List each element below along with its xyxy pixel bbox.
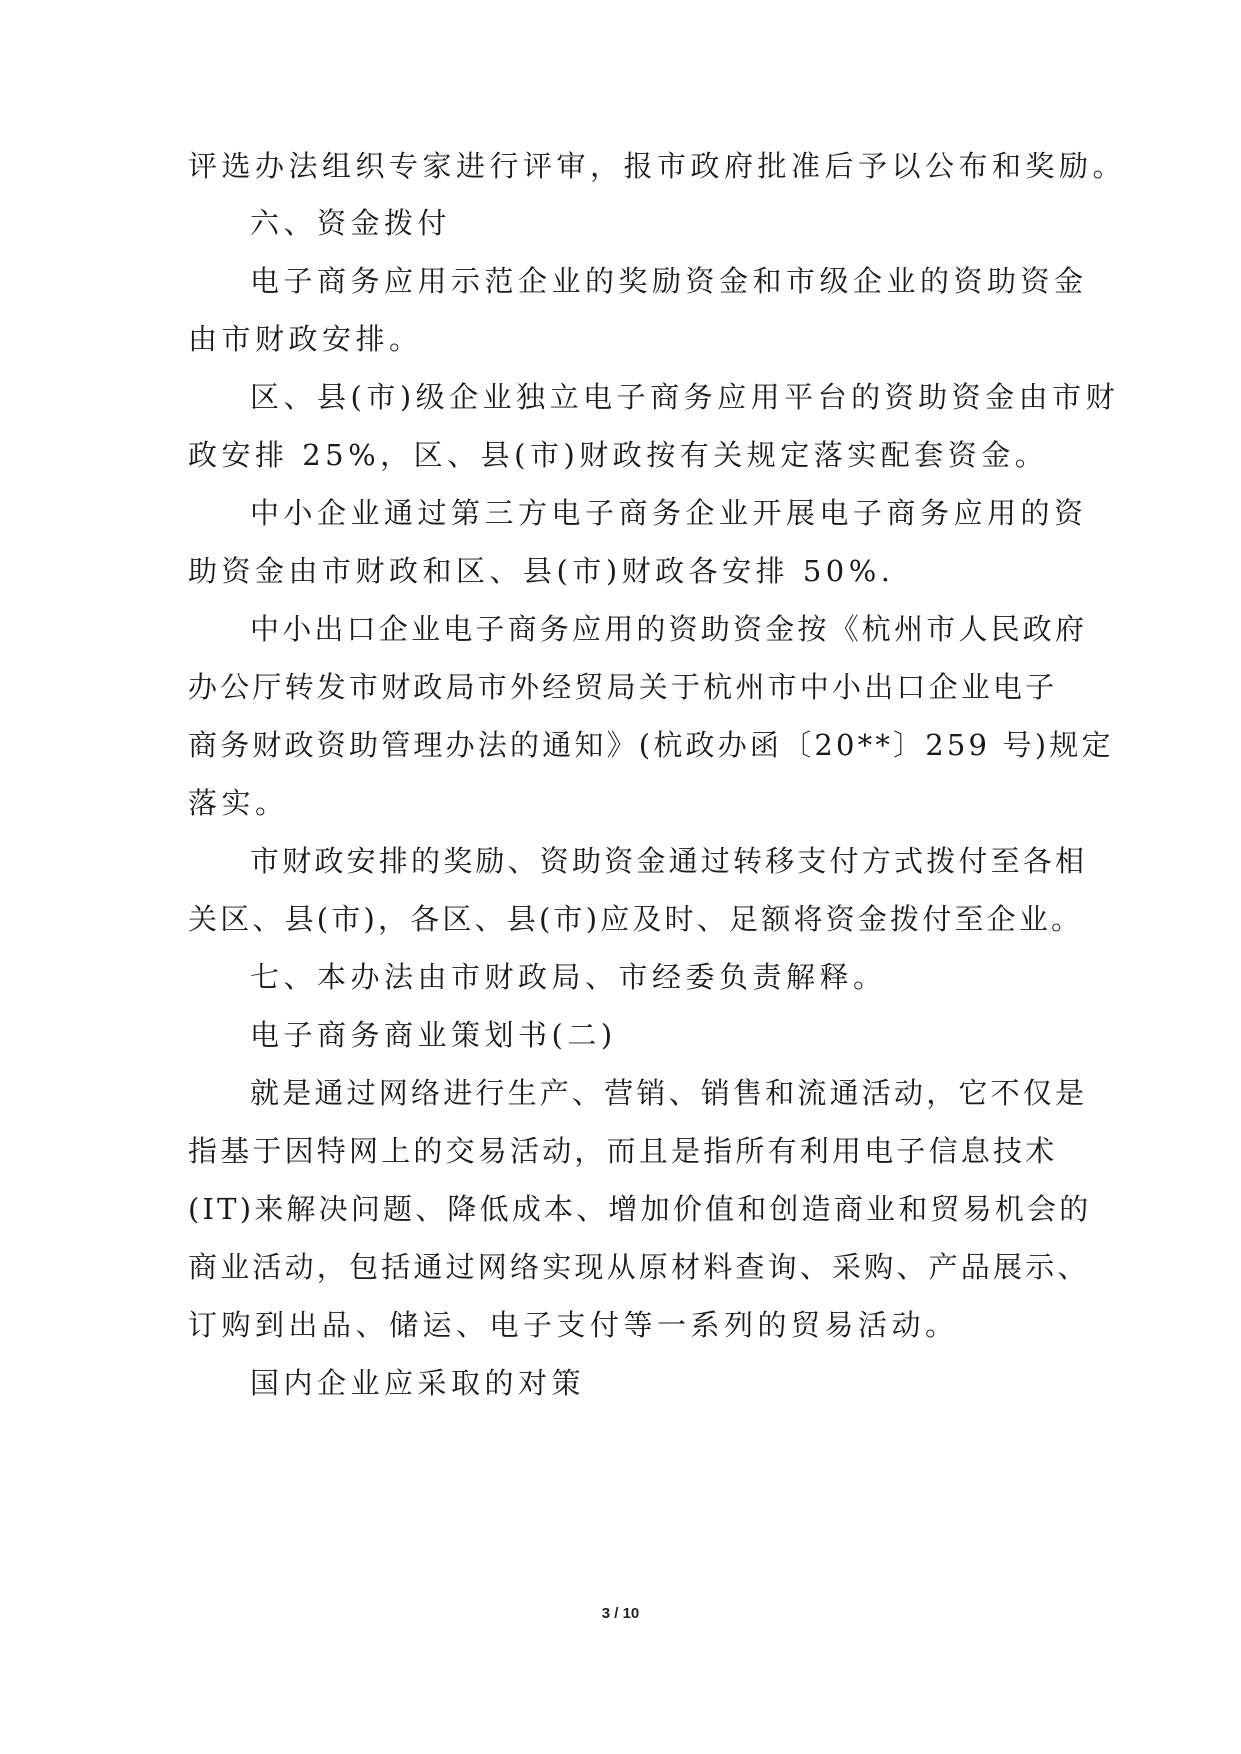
section-heading: 六、资金拨付: [250, 206, 452, 240]
paragraph-line: (IT)来解决问题、降低成本、增加价值和创造商业和贸易机会的: [188, 1192, 1092, 1226]
paragraph-line: 订购到出品、储运、电子支付等一系列的贸易活动。: [188, 1308, 959, 1342]
paragraph-line: 商业活动，包括通过网络实现从原材料查询、采购、产品展示、: [188, 1250, 1090, 1284]
page-number: 3 / 10: [601, 1605, 640, 1622]
paragraph-line: 商务财政资助管理办法的通知》(杭政办函〔20**〕259 号)规定: [188, 728, 1114, 762]
paragraph-line: 助资金由市财政和区、县(市)财政各安排 50%.: [188, 554, 895, 588]
paragraph-line: 办公厅转发市财政局市外经贸局关于杭州市中小出口企业电子: [188, 670, 1058, 704]
paragraph-line: 电子商务应用示范企业的奖励资金和市级企业的资助资金: [250, 264, 1088, 298]
section-heading: 电子商务商业策划书(二): [250, 1018, 617, 1052]
paragraph-line: 落实。: [188, 786, 289, 820]
paragraph-line: 关区、县(市)，各区、县(市)应及时、足额将资金拨付至企业。: [188, 902, 1084, 936]
paragraph-line: 中小出口企业电子商务应用的资助资金按《杭州市人民政府: [250, 612, 1088, 646]
paragraph-line: 就是通过网络进行生产、营销、销售和流通活动，它不仅是: [250, 1076, 1088, 1110]
paragraph-line: 评选办法组织专家进行评审，报市政府批准后予以公布和奖励。: [188, 149, 1127, 183]
section-heading: 国内企业应采取的对策: [250, 1366, 586, 1400]
section-heading: 七、本办法由市财政局、市经委负责解释。: [250, 960, 887, 994]
paragraph-line: 中小企业通过第三方电子商务企业开展电子商务应用的资: [250, 496, 1088, 530]
paragraph-line: 指基于因特网上的交易活动，而且是指所有利用电子信息技术: [188, 1134, 1058, 1168]
paragraph-line: 政安排 25%，区、县(市)财政按有关规定落实配套资金。: [188, 438, 1049, 472]
paragraph-line: 市财政安排的奖励、资助资金通过转移支付方式拨付至各相: [250, 844, 1088, 878]
paragraph-line: 区、县(市)级企业独立电子商务应用平台的资助资金由市财: [250, 380, 1120, 414]
paragraph-line: 由市财政安排。: [188, 322, 423, 356]
